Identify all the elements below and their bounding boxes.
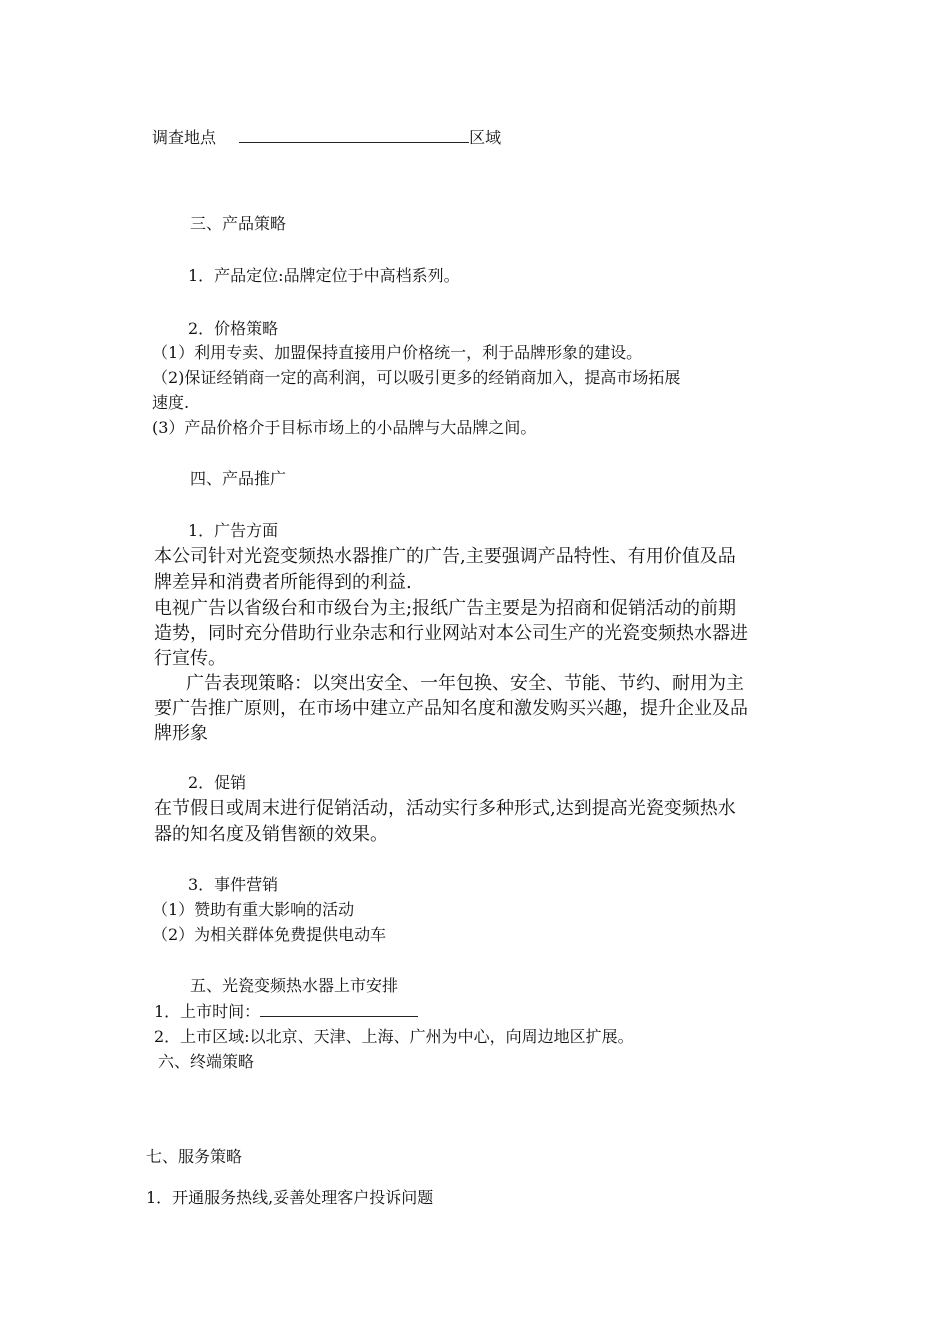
- ad-paragraph-1-line-1: 本公司针对光瓷变频热水器推广的广告,主要强调产品特性、有用价值及品: [154, 546, 736, 567]
- ad-paragraph-1-line-2: 牌差异和消费者所能得到的利益.: [154, 572, 412, 593]
- ad-paragraph-2-line-1: 电视广告以省级台和市级台为主;报纸广告主要是为招商和促销活动的前期: [154, 598, 737, 619]
- section-4-item-3: 3．事件营销: [188, 875, 279, 894]
- price-point-2-line-2: 速度.: [152, 393, 190, 412]
- launch-region: 2．上市区域:以北京、天津、上海、广州为中心，向周边地区扩展。: [154, 1027, 634, 1046]
- survey-location-blank: [239, 141, 469, 143]
- launch-time-line: [154, 1004, 418, 1020]
- section-3-item-2: 2．价格策略: [188, 319, 279, 338]
- launch-time-label: 1．上市时间：: [154, 1002, 261, 1021]
- survey-location-suffix: 区域: [469, 128, 502, 147]
- section-5-title: 五、光瓷变频热水器上市安排: [190, 976, 399, 995]
- ad-paragraph-3-line-1: 广告表现策略：以突出安全、一年包换、安全、节能、节约、耐用为主: [186, 673, 744, 694]
- survey-location-line: [152, 130, 501, 146]
- event-point-2: （2）为相关群体免费提供电动车: [152, 925, 387, 944]
- section-4-item-1: 1．广告方面: [188, 521, 279, 540]
- ad-paragraph-2-line-2: 造势，同时充分借助行业杂志和行业网站对本公司生产的光瓷变频热水器进: [154, 623, 748, 644]
- price-point-3: (3）产品价格介于目标市场上的小品牌与大品牌之间。: [152, 418, 537, 437]
- section-6-title: 六、终端策略: [158, 1052, 255, 1071]
- ad-paragraph-3-line-2: 要广告推广原则，在市场中建立产品知名度和激发购买兴趣，提升企业及品: [154, 698, 748, 719]
- section-7-item-1: 1．开通服务热线,妥善处理客户投诉问题: [146, 1188, 434, 1207]
- ad-paragraph-3-line-3: 牌形象: [154, 723, 208, 744]
- survey-location-label: 调查地点: [152, 128, 217, 147]
- promo-line-2: 器的知名度及销售额的效果。: [154, 824, 388, 845]
- promo-line-1: 在节假日或周末进行促销活动，活动实行多种形式,达到提高光瓷变频热水: [154, 798, 736, 819]
- event-point-1: （1）赞助有重大影响的活动: [152, 900, 355, 919]
- section-3-title: 三、产品策略: [190, 214, 287, 233]
- launch-time-blank: [260, 1015, 418, 1017]
- price-point-1: （1）利用专卖、加盟保持直接用户价格统一，利于品牌形象的建设。: [152, 343, 643, 362]
- section-4-item-2: 2．促销: [188, 773, 247, 792]
- section-3-item-1: 1．产品定位:品牌定位于中高档系列。: [188, 266, 460, 285]
- price-point-2-line-1: （2)保证经销商一定的高利润，可以吸引更多的经销商加入，提高市场拓展: [152, 368, 681, 387]
- section-7-title: 七、服务策略: [146, 1147, 243, 1166]
- section-4-title: 四、产品推广: [190, 469, 287, 488]
- ad-paragraph-2-line-3: 行宣传。: [154, 648, 226, 669]
